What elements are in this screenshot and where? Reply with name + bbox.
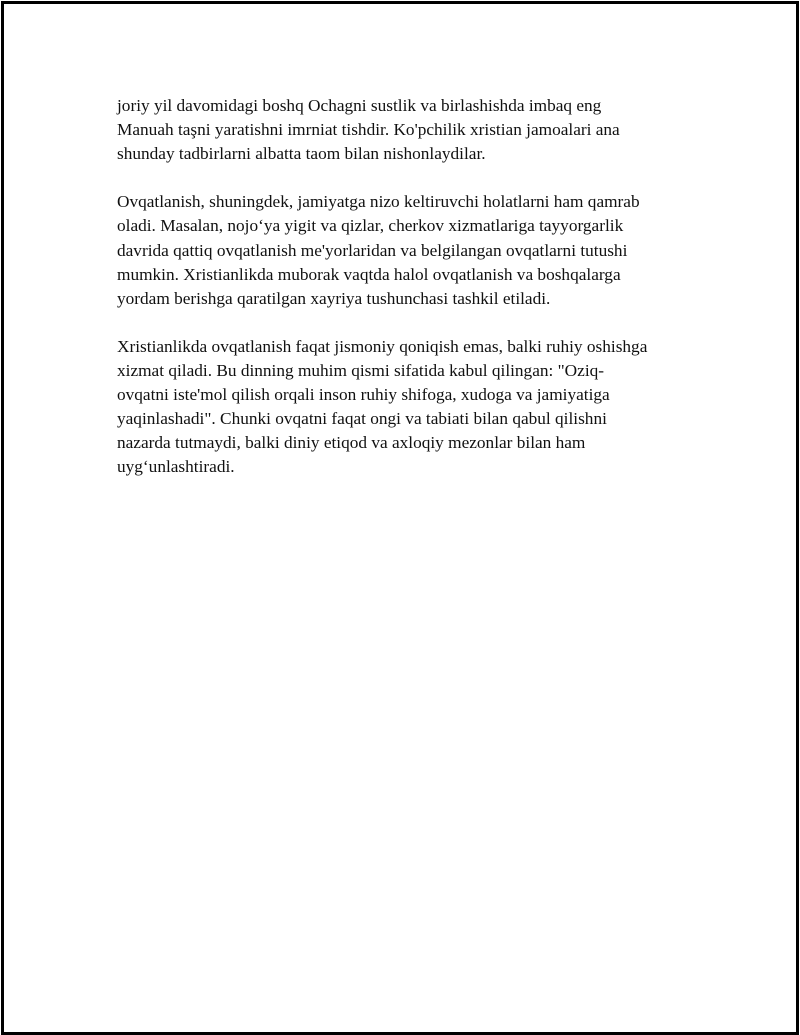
text-line: ovqatni iste'mol qilish orqali inson ruhiy shifoga, xudoga va jamiyatiga (117, 385, 610, 405)
text-line: shunday tadbirlarni albatta taom bilan nishonlaydilar. (117, 144, 486, 164)
text-line: nazarda tutmaydi, balki diniy etiqod va axloqiy mezonlar bilan ham (117, 433, 586, 453)
text-line: mumkin. Xristianlikda muborak vaqtda halol ovqatlanish va boshqalarga (117, 264, 621, 284)
text-line: Manuah taşni yaratishni imrniat tishdir. Ko'pchilik xristian jamoalari ana (117, 120, 620, 140)
document-body (117, 94, 697, 504)
text-line: uyg‘unlashtiradi. (117, 457, 235, 477)
paragraph-3 (117, 335, 697, 480)
text-line: Ovqatlanish, shuningdek, jamiyatga nizo keltiruvchi holatlarni ham qamrab (117, 192, 640, 212)
text-line: davrida qattiq ovqatlanish me'yorlaridan va belgilangan ovqatlarni tutushi (117, 240, 628, 260)
text-line: yaqinlashadi". Chunki ovqatni faqat ongi va tabiati bilan qabul qilishni (117, 409, 607, 429)
text-line: yordam berishga qaratilgan xayriya tushunchasi tashkil etiladi. (117, 288, 551, 308)
paragraph-1 (117, 94, 697, 166)
text-line: Xristianlikda ovqatlanish faqat jismoniy qoniqish emas, balki ruhiy oshishga (117, 336, 648, 356)
paragraph-2 (117, 190, 697, 310)
text-line: oladi. Masalan, nojo‘ya yigit va qizlar, cherkov xizmatlariga tayyorgarlik (117, 216, 624, 236)
text-line: xizmat qiladi. Bu dinning muhim qismi sifatida kabul qilingan: "Oziq- (117, 361, 605, 381)
text-line: joriy yil davomidagi boshq Ochagni sustlik va birlashishda imbaq eng (117, 96, 602, 115)
